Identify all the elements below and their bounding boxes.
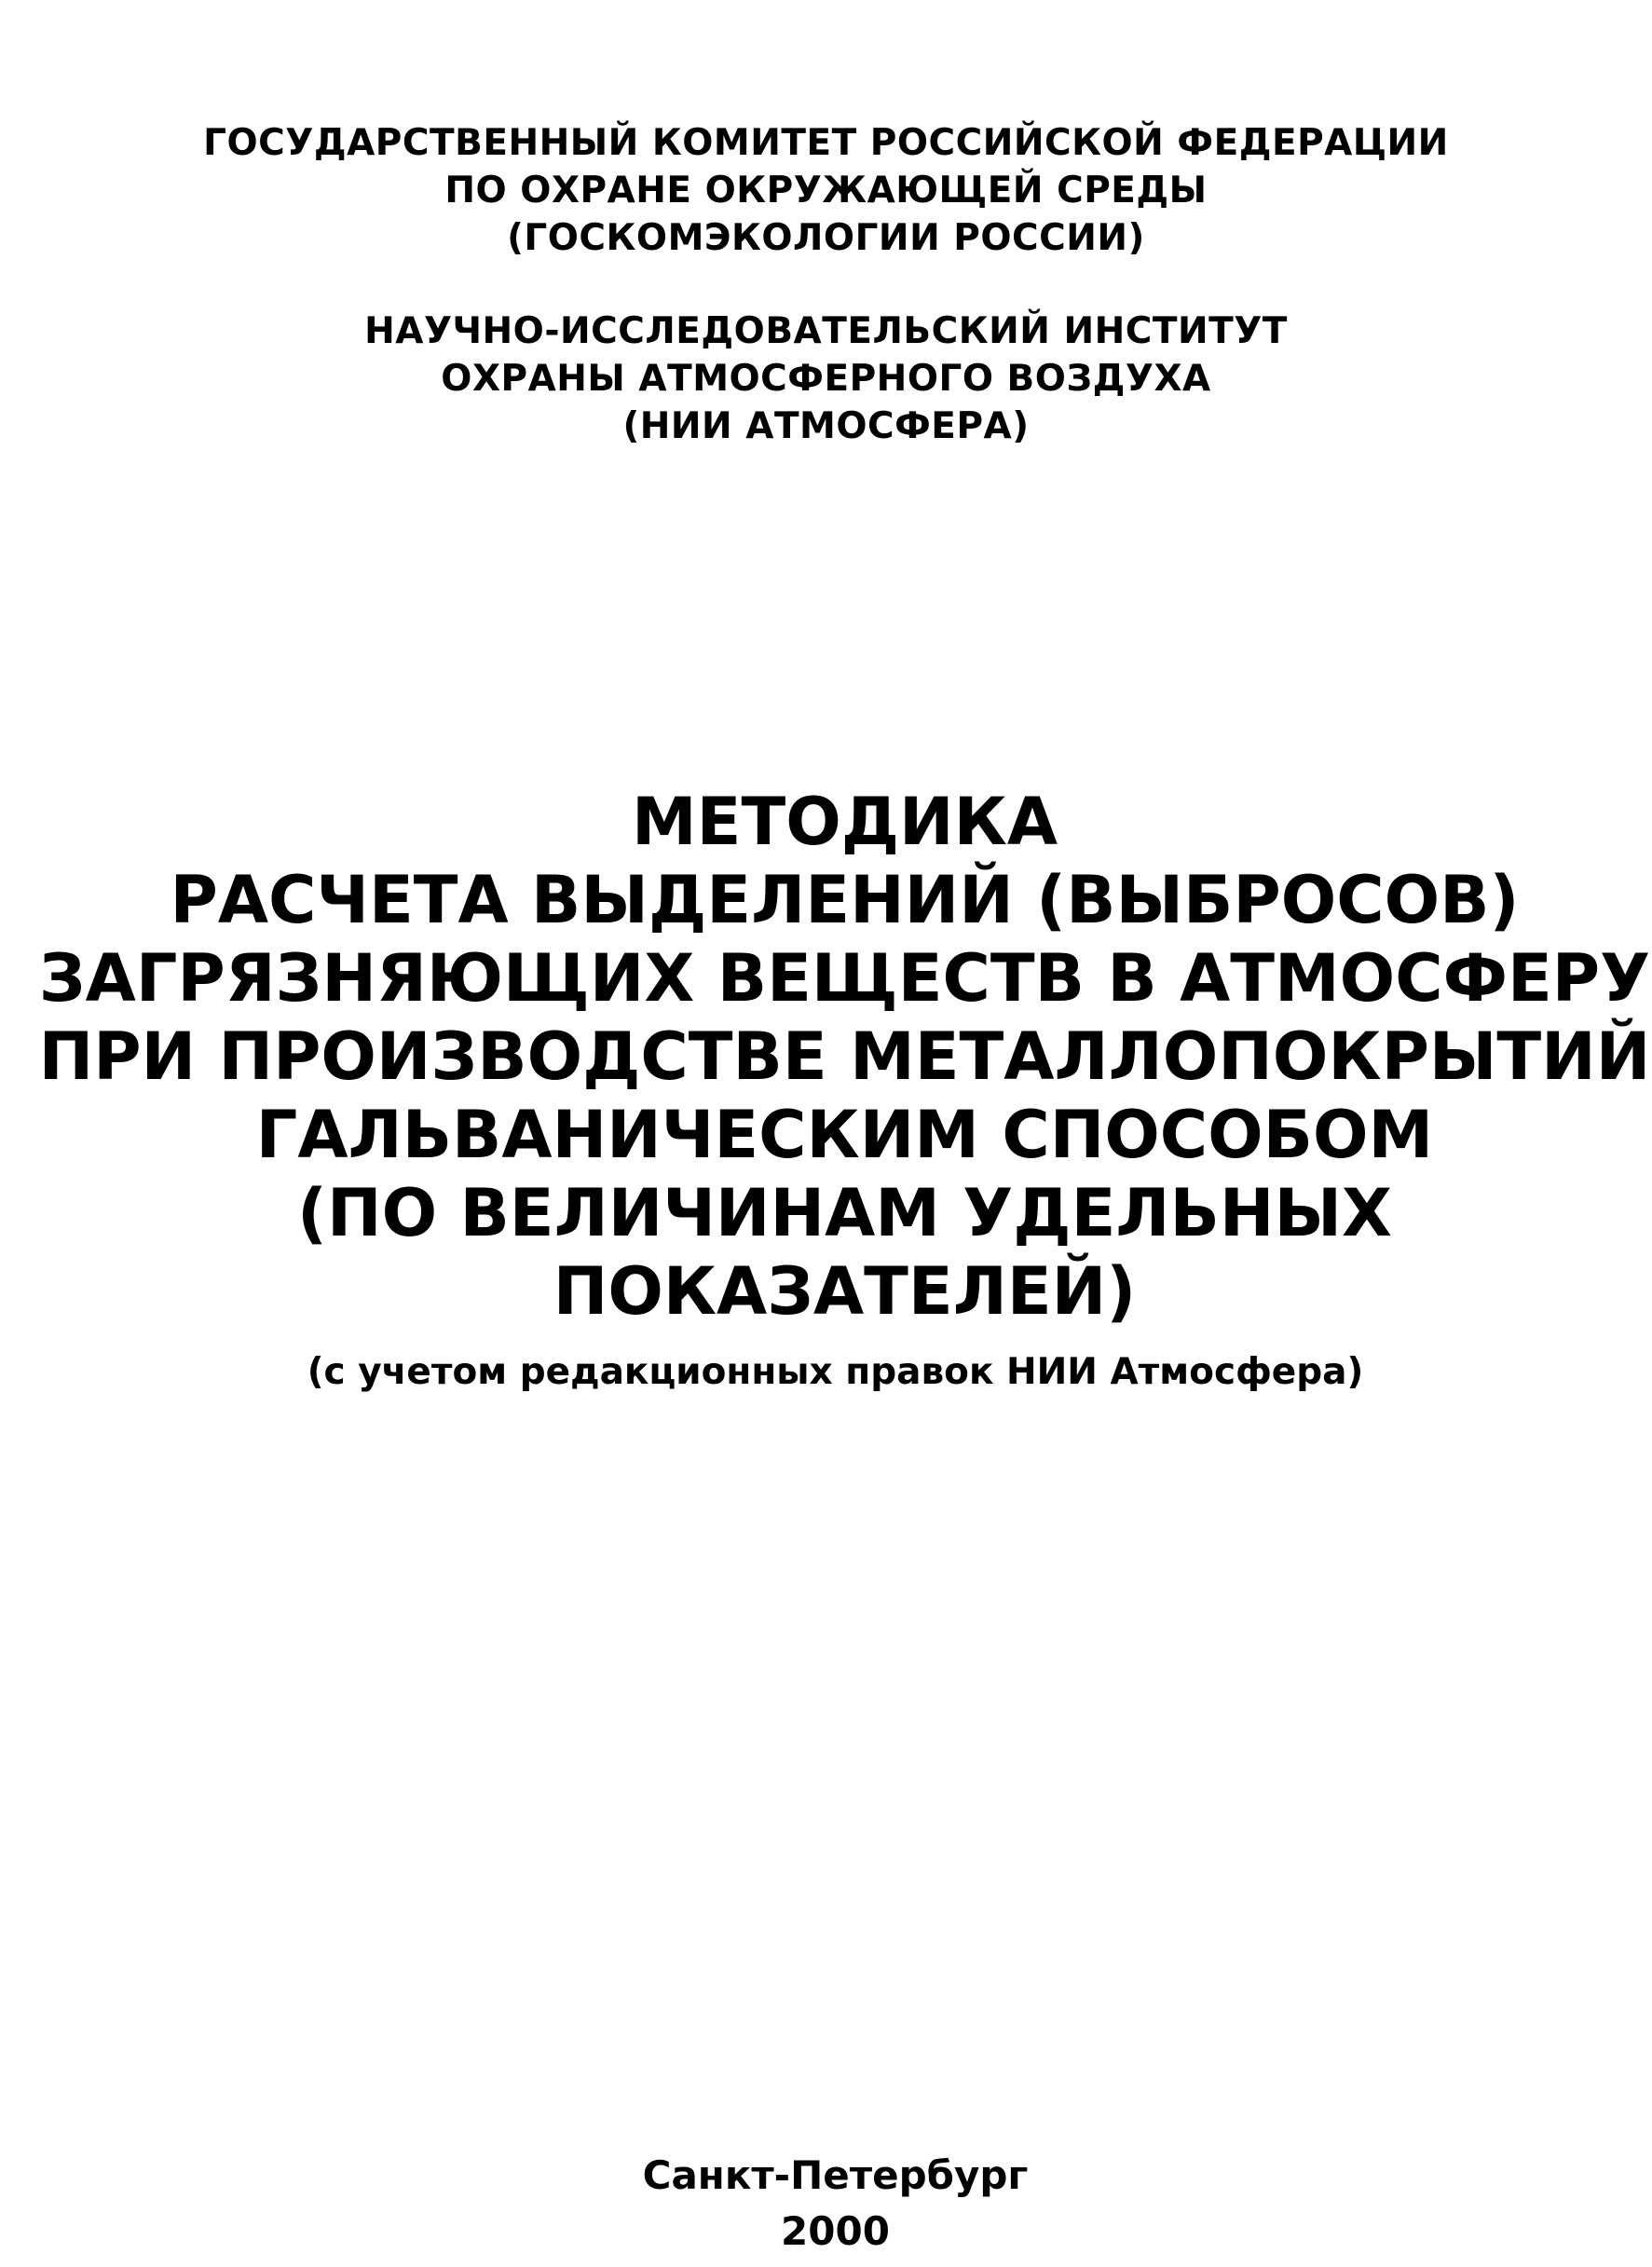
- edition-note: [9, 1349, 1652, 1396]
- title-line: ЗАГРЯЗНЯЮЩИХ ВЕЩЕСТВ В АТМОСФЕРУ: [38, 940, 1651, 1017]
- title-line: МЕТОДИКА: [631, 784, 1058, 860]
- institute-line: (НИИ АТМОСФЕРА): [622, 405, 1030, 447]
- imprint-city: Санкт-Петербург: [642, 2152, 1029, 2198]
- institute-line: ОХРАНЫ АТМОСФЕРНОГО ВОЗДУХА: [441, 358, 1211, 400]
- title-line: (ПО ВЕЛИЧИНАМ УДЕЛЬНЫХ: [297, 1175, 1392, 1251]
- imprint: [9, 2148, 1652, 2260]
- title-line: ГАЛЬВАНИЧЕСКИМ СПОСОБОМ: [255, 1097, 1434, 1173]
- edition-note-text: (с учетом редакционных правок НИИ Атмосфера): [307, 1351, 1364, 1393]
- institute-line: НАУЧНО-ИССЛЕДОВАТЕЛЬСКИЙ ИНСТИТУТ: [364, 310, 1288, 352]
- committee-heading: [0, 119, 1652, 262]
- title-line: ПОКАЗАТЕЛЕЙ): [553, 1253, 1137, 1330]
- title-line: РАСЧЕТА ВЫДЕЛЕНИЙ (ВЫБРОСОВ): [170, 862, 1520, 938]
- title-line: ПРИ ПРОИЗВОДСТВЕ МЕТАЛЛОПОКРЫТИЙ: [38, 1018, 1651, 1095]
- document-title: [19, 783, 1652, 1331]
- imprint-year: 2000: [781, 2208, 890, 2254]
- committee-line: ГОСУДАРСТВЕННЫЙ КОМИТЕТ РОССИЙСКОЙ ФЕДЕРАЦИИ: [203, 122, 1449, 164]
- institute-heading: [0, 307, 1652, 450]
- committee-line: ПО ОХРАНЕ ОКРУЖАЮЩЕЙ СРЕДЫ: [444, 170, 1208, 212]
- committee-line: (ГОСКОМЭКОЛОГИИ РОССИИ): [507, 217, 1145, 259]
